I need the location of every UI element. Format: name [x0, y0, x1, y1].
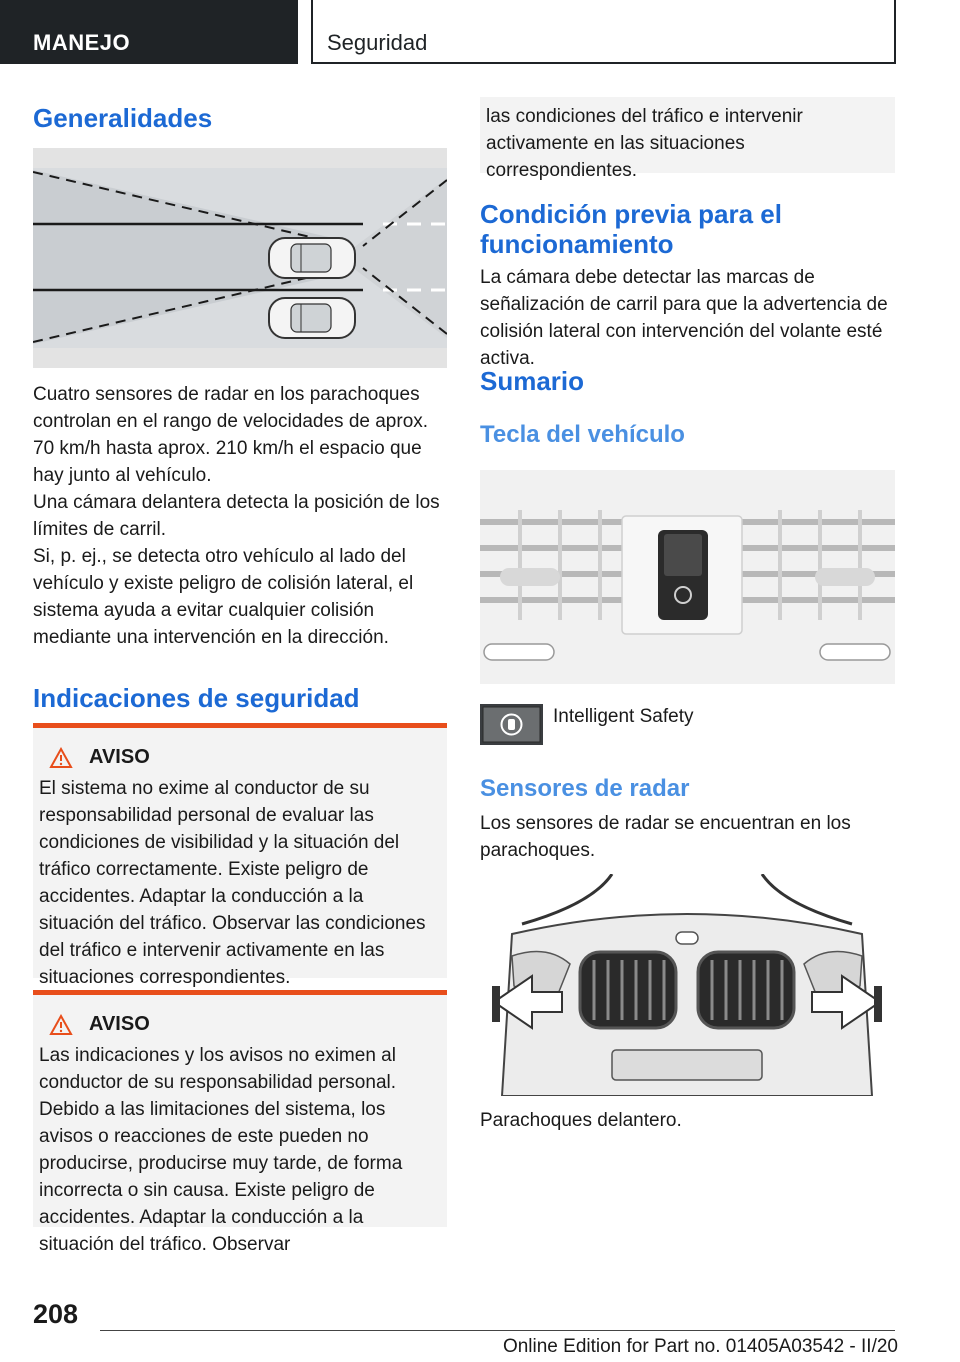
heading-precondition: Condición previa para el funcionamiento: [480, 199, 782, 259]
paragraph-camera: Una cámara delantera detecta la posición de los límites de carril.: [33, 492, 440, 540]
footer-edition: Online Edition for Part no. 01405A03542 - II/20: [502, 1336, 898, 1357]
warning-label: AVISO: [89, 746, 150, 768]
warning-text: El sistema no exime al conductor de su responsabilidad personal de evaluar las condiciones de visibilidad y la situación del tráfico correctamente. Existe peligro de accidentes. Adaptar la conducción a la situación del tráfico. Observar las condiciones del tráfico e intervenir activamente en las situaciones correspondientes.: [39, 778, 426, 988]
paragraph-intervention: Si, p. ej., se detecta otro vehículo al lado del vehículo y existe peligro de colisión lateral, el sistema ayuda a evitar cualquier colisión mediante una intervención en la dirección.: [33, 546, 414, 648]
heading-generalidades: Generalidades: [33, 103, 213, 133]
page-number: 208: [33, 1299, 79, 1329]
button-label: Intelligent Safety: [553, 706, 694, 727]
car-top: [269, 238, 355, 278]
warning-continuation: [480, 97, 895, 181]
front-bumper-illustration: [492, 874, 882, 1096]
button-panel-illustration: [480, 470, 895, 684]
warning-box-1: [33, 723, 447, 988]
heading-summary: Sumario: [480, 366, 585, 396]
warning-continuation-text: las condiciones del tráfico e intervenir activamente en las situaciones correspondientes.: [486, 106, 803, 181]
heading-safety: Indicaciones de seguridad: [33, 683, 360, 713]
warning-triangle-icon: [49, 1014, 73, 1036]
section-tab: [311, 0, 896, 64]
warning-label: AVISO: [89, 1013, 150, 1035]
paragraph-precondition: La cámara debe detectar las marcas de señalización de carril para que la advertencia de colisión lateral con intervención del volante esté activa.: [480, 267, 888, 369]
subheading-radar: Sensores de radar: [480, 775, 690, 802]
chapter-tab: [0, 0, 298, 64]
footer-divider: [100, 1330, 895, 1331]
warning-text: Las indicaciones y los avisos no eximen al conductor de su responsabilidad personal. Debido a las limitaciones del sistema, los avisos o reacciones de este pueden no producirse, producirse muy tarde, de forma incorrecta o sin causa. Existe peligro de accidentes. Adaptar la conducción a la situación del tráfico. Observar: [39, 1045, 403, 1255]
lane-illustration: [33, 148, 447, 368]
car-bottom: [269, 298, 355, 338]
section-title: Seguridad: [327, 30, 428, 55]
chapter-title: MANEJO: [33, 30, 131, 55]
caption-bumper: Parachoques delantero.: [480, 1110, 682, 1131]
paragraph-radar: Los sensores de radar se encuentran en los parachoques.: [480, 813, 851, 861]
subheading-button: Tecla del vehículo: [480, 421, 685, 448]
paragraph-sensors: Cuatro sensores de radar en los parachoques controlan en el rango de velocidades de aprox. 70 km/h hasta aprox. 210 km/h el espacio que hay junto al vehículo.: [33, 384, 429, 486]
warning-triangle-icon: [49, 747, 73, 769]
warning-box-2: [33, 990, 447, 1255]
intelligent-safety-button-icon: [480, 704, 543, 745]
